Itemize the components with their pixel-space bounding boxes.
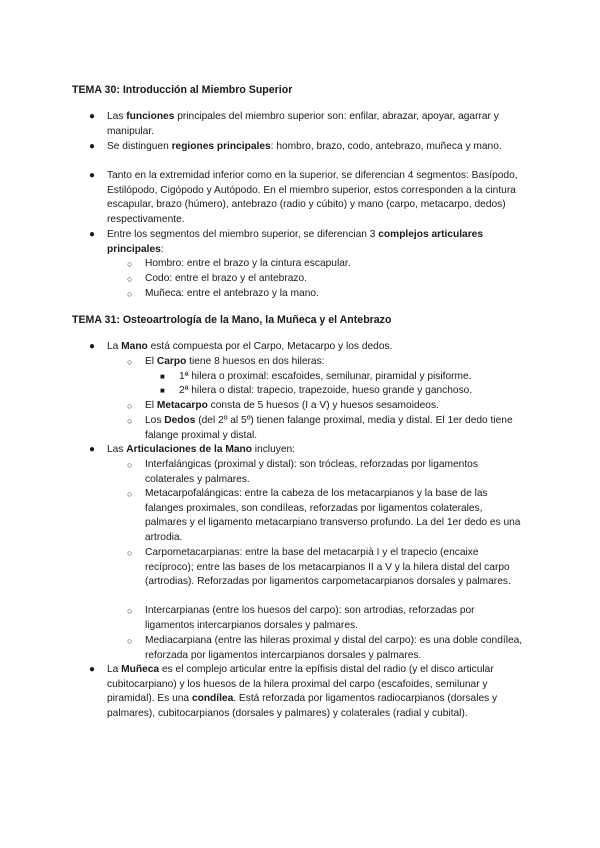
bullet-marker: ●: [89, 664, 96, 675]
section-heading-tema-30: TEMA 30: Introducción al Miembro Superior: [72, 84, 293, 96]
square-marker: ■: [160, 372, 165, 381]
circle-marker: ○: [127, 401, 133, 411]
sub-list-item: Codo: entre el brazo y el antebrazo.: [145, 273, 307, 284]
circle-marker: ○: [127, 357, 133, 367]
sub-list-item: Mediacarpiana (entre las hileras proximal y distal del carpo): es una doble condílea, reforzada por ligamentos intercarpianos dorsales y palmares.: [145, 635, 523, 661]
circle-marker: ○: [127, 489, 133, 499]
sub-list-item: Carpometacarpianas: entre la base del metacarpià I y el trapecio (encaixe recíproco); entre las bases de los metacarpianos II a V y la hilera distal del carpo (artrodias). Reforzadas por ligamentos carpometacarpianos dorsales y palmares.: [145, 547, 511, 588]
sub-list-item: Muñeca: entre el antebrazo y la mano.: [145, 288, 319, 299]
list-item: La Mano está compuesta por el Carpo, Metacarpo y los dedos.: [107, 341, 393, 352]
circle-marker: ○: [127, 289, 133, 299]
section-heading-tema-31: TEMA 31: Osteoartrología de la Mano, la Muñeca y el Antebrazo: [72, 314, 392, 326]
circle-marker: ○: [127, 606, 133, 616]
sub-list-item: Intercarpianas (entre los huesos del carpo): son artrodias, reforzadas por ligamentos intercarpianos dorsales y palmares.: [145, 605, 475, 631]
sub-sub-list-item: 2ª hilera o distal: trapecio, trapezoide, hueso grande y ganchoso.: [179, 385, 473, 396]
square-marker: ■: [160, 386, 165, 395]
bullet-marker: ●: [89, 141, 96, 152]
sub-list-item: Los Dedos (del 2º al 5º) tienen falange proximal, media y distal. El 1er dedo tiene falange proximal y distal.: [145, 415, 513, 441]
sub-list-item: El Metacarpo consta de 5 huesos (I a V) y huesos sesamoideos.: [145, 400, 439, 411]
sub-list-item: Hombro: entre el brazo y la cintura escapular.: [145, 258, 351, 269]
bullet-marker: ●: [89, 444, 96, 455]
sub-list-item: Metacarpofalángicas: entre la cabeza de los metacarpianos y la base de las falanges proximales, son condíleas, reforzadas por ligamentos colaterales, palmares y el ligamento metacarpiano transverso profundo. La del 1er dedo es una artrodia.: [145, 488, 521, 543]
circle-marker: ○: [127, 274, 133, 284]
list-item: La Muñeca es el complejo articular entre la epífisis distal del radio (y el disco articular cubitocarpiano) y los huesos de la hilera proximal del carpo (escafoides, semilunar y piramidal). Es una condílea. Está reforzada por ligamentos radiocarpianos (dorsales y palmares), cubitocarpianos (dorsales y palmares) y colaterales (radial y cubital).: [107, 664, 498, 719]
bullet-marker: ●: [89, 170, 96, 181]
sub-sub-list-item: 1ª hilera o proximal: escafoides, semilunar, piramidal y pisiforme.: [179, 371, 472, 382]
sub-list-item: Interfalángicas (proximal y distal): son trócleas, reforzadas por ligamentos colaterales y palmares.: [145, 459, 478, 485]
list-item: Entre los segmentos del miembro superior, se diferencian 3 complejos articulares principales:: [107, 229, 484, 255]
circle-marker: ○: [127, 636, 133, 646]
bullet-marker: ●: [89, 111, 96, 122]
circle-marker: ○: [127, 548, 133, 558]
bullet-marker: ●: [89, 341, 96, 352]
list-item: Tanto en la extremidad inferior como en la superior, se diferencian 4 segmentos: Basípodo, Estilópodo, Cigópodo y Autópodo. En el miembro superior, estos corresponden a la cintura escapular, brazo (húmero), antebrazo (radio y cúbito) y mano (carpo, metacarpo, dedos) respectivamente.: [107, 170, 518, 225]
circle-marker: ○: [127, 259, 133, 269]
circle-marker: ○: [127, 460, 133, 470]
bullet-marker: ●: [89, 229, 96, 240]
sub-list-item: El Carpo tiene 8 huesos en dos hileras:: [145, 356, 325, 367]
list-item: Las funciones principales del miembro superior son: enfilar, abrazar, apoyar, agarrar y manipular.: [107, 111, 499, 137]
list-item: Se distinguen regiones principales: hombro, brazo, codo, antebrazo, muñeca y mano.: [107, 141, 502, 152]
circle-marker: ○: [127, 416, 133, 426]
list-item: Las Articulaciones de la Mano incluyen:: [107, 444, 295, 455]
